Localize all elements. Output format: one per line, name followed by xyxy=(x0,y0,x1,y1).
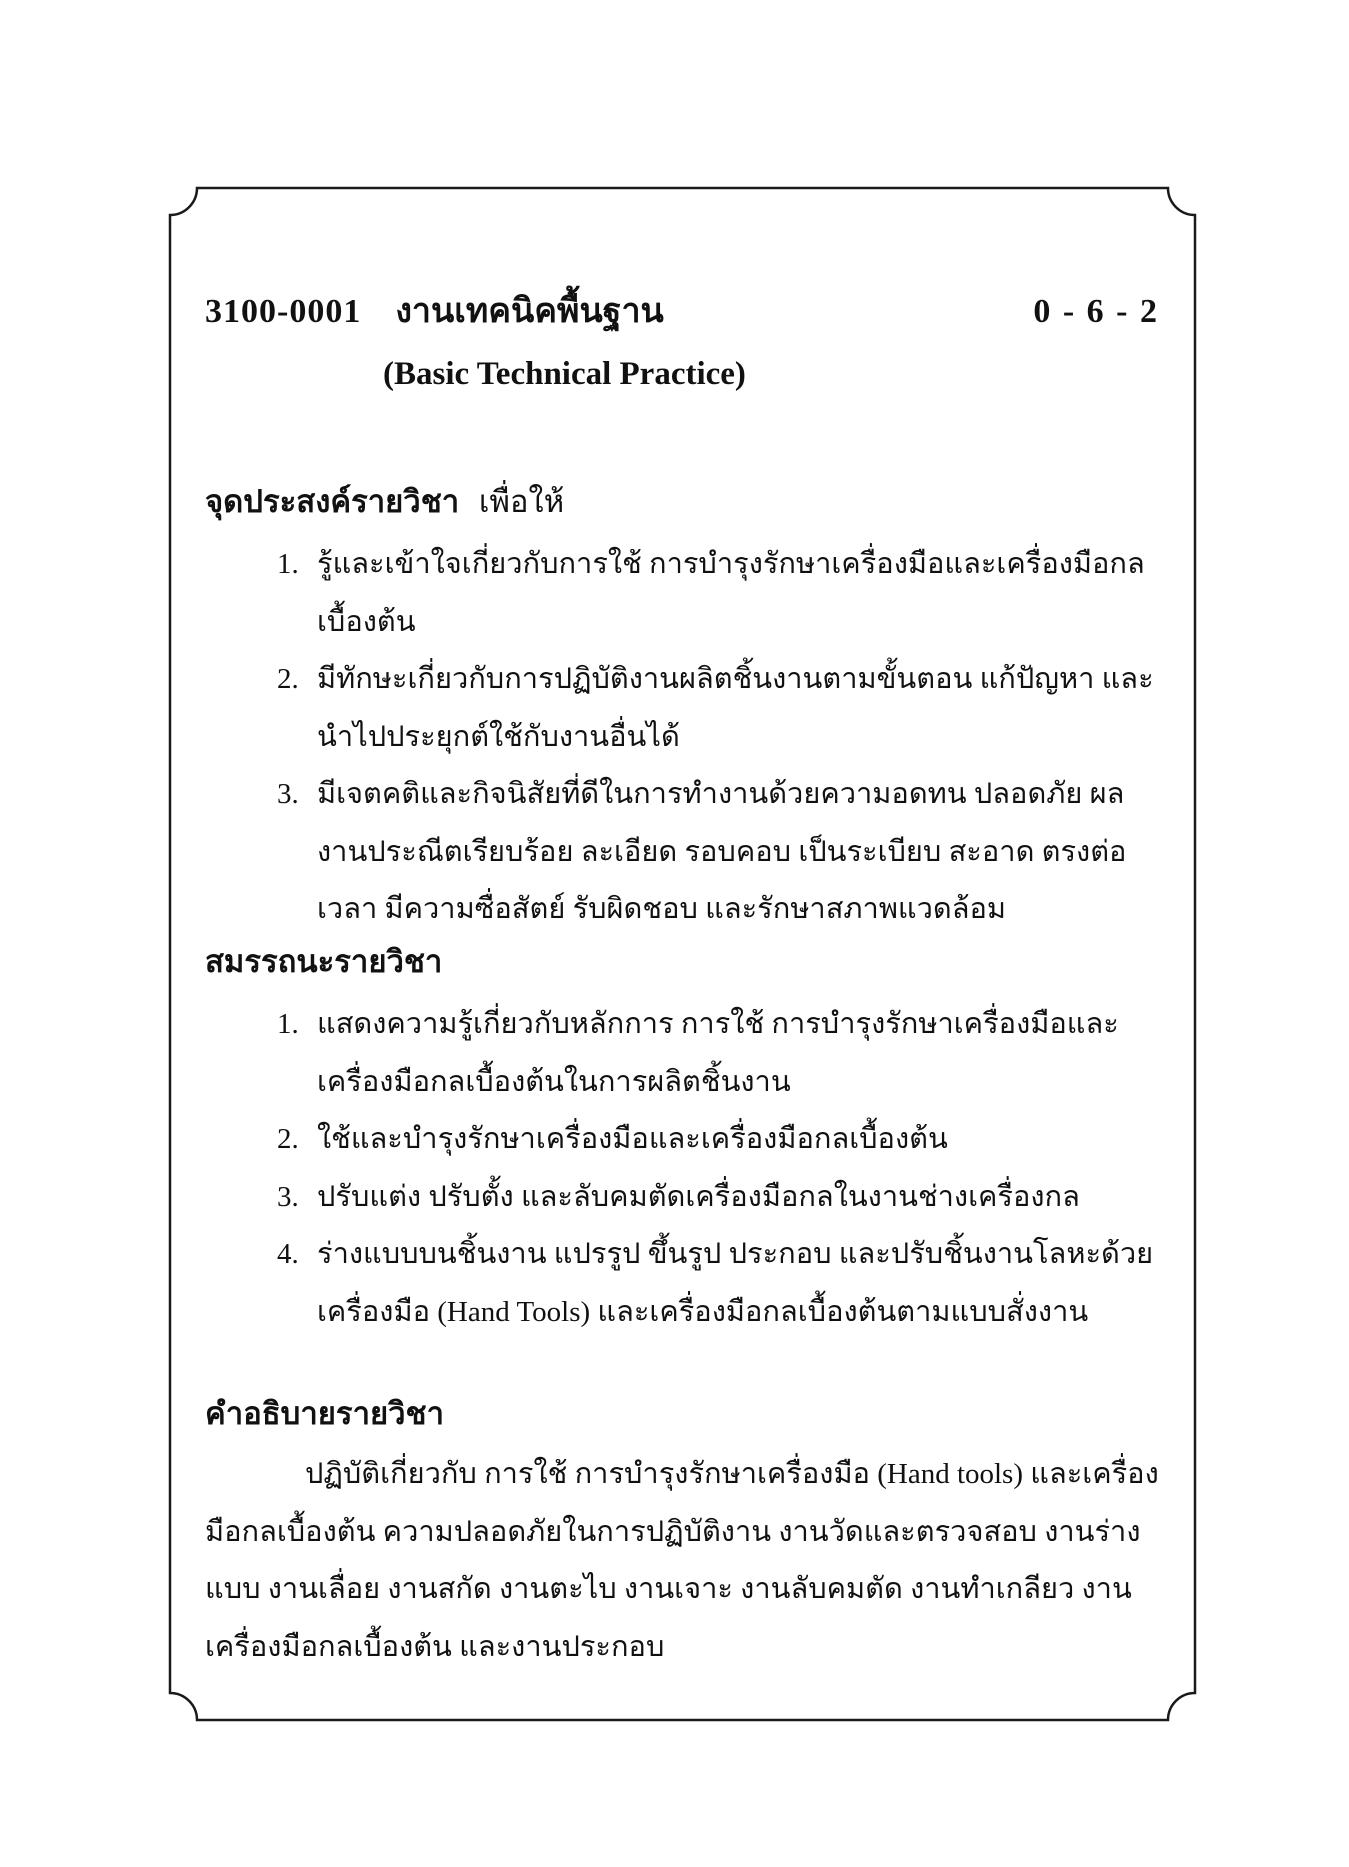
objectives-section-heading xyxy=(205,478,1165,526)
description-section-heading xyxy=(205,1390,1165,1438)
list-item-number: 3. xyxy=(277,778,299,810)
course-title-thai: งานเทคนิคพื้นฐาน xyxy=(395,293,664,330)
objectives-heading-label: จุดประสงค์รายวิชา xyxy=(205,484,460,519)
competencies-item-3 xyxy=(205,1169,1167,1227)
course-header-row xyxy=(205,290,1159,334)
course-title-english: (Basic Technical Practice) xyxy=(383,356,746,392)
competencies-section-heading xyxy=(205,938,1165,986)
list-item-text: แสดงความรู้เกี่ยวกับหลักการ การใช้ การบำรุงรักษาเครื่องมือและเครื่องมือกลเบื้องต้นในการผลิตชิ้นงาน xyxy=(317,1008,1119,1098)
list-item-number: 2. xyxy=(277,663,299,695)
list-item-text: รู้และเข้าใจเกี่ยวกับการใช้ การบำรุงรักษาเครื่องมือและเครื่องมือกลเบื้องต้น xyxy=(317,548,1145,638)
objectives-item-3 xyxy=(205,766,1167,939)
list-item-text: มีเจตคติและกิจนิสัยที่ดีในการทำงานด้วยความอดทน ปลอดภัย ผลงานประณีตเรียบร้อย ละเอียด รอบคอบ เป็นระเบียบ สะอาด ตรงต่อเวลา มีความซื่อสัตย์ รับผิดชอบ และรักษาสภาพแวดล้อม xyxy=(317,778,1127,925)
list-item-number: 1. xyxy=(277,548,299,580)
list-item-number: 1. xyxy=(277,1008,299,1040)
competencies-item-2 xyxy=(205,1111,1167,1169)
objectives-item-1 xyxy=(205,536,1167,651)
course-code: 3100-0001 xyxy=(205,293,362,330)
competencies-list xyxy=(205,996,1167,1341)
list-item-text: ใช้และบำรุงรักษาเครื่องมือและเครื่องมือกลเบื้องต้น xyxy=(317,1123,948,1155)
competencies-item-4 xyxy=(205,1226,1167,1341)
objectives-list xyxy=(205,536,1167,939)
list-item-text: มีทักษะเกี่ยวกับการปฏิบัติงานผลิตชิ้นงานตามขั้นตอน แก้ปัญหา และนำไปประยุกต์ใช้กับงานอื่นได้ xyxy=(317,663,1154,753)
list-item-number: 3. xyxy=(277,1180,299,1213)
list-item-text: ปรับแต่ง ปรับตั้ง และลับคมตัดเครื่องมือกลในงานช่างเครื่องกล xyxy=(317,1180,1080,1213)
list-item-number: 4. xyxy=(277,1238,299,1270)
list-item-number: 2. xyxy=(277,1123,299,1155)
competencies-heading-label: สมรรถนะรายวิชา xyxy=(205,944,443,979)
objectives-heading-suffix: เพื่อให้ xyxy=(478,484,565,519)
competencies-item-1 xyxy=(205,996,1167,1111)
list-item-text: ร่างแบบบนชิ้นงาน แปรรูป ขึ้นรูป ประกอบ และปรับชิ้นงานโลหะด้วยเครื่องมือ (Hand Tools) และเครื่องมือกลเบื้องต้นตามแบบสั่งงาน xyxy=(317,1238,1154,1328)
course-credits: 0 - 6 - 2 xyxy=(1033,293,1159,330)
objectives-item-2 xyxy=(205,651,1167,766)
description-heading-label: คำอธิบายรายวิชา xyxy=(205,1396,445,1431)
description-paragraph: ปฏิบัติเกี่ยวกับ การใช้ การบำรุงรักษาเครื่องมือ (Hand tools) และเครื่องมือกลเบื้องต้น ความปลอดภัยในการปฏิบัติงาน งานวัดและตรวจสอบ งานร่างแบบ งานเลื่อย งานสกัด งานตะไบ งานเจาะ งานลับคมตัด งานทำเกลียว งานเครื่องมือกลเบื้องต้น และงานประกอบ xyxy=(205,1458,1159,1663)
